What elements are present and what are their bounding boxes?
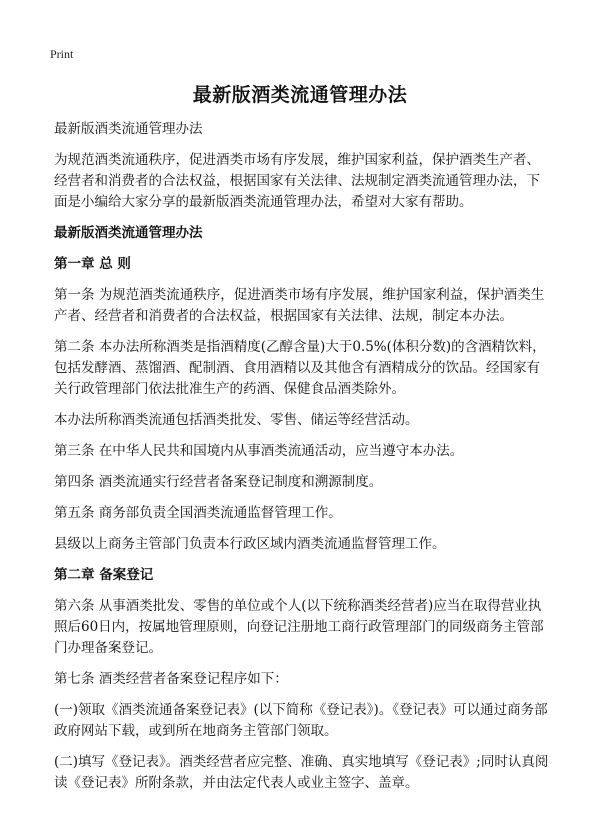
intro-paragraph: 为规范酒类流通秩序，促进酒类市场有序发展，维护国家利益，保护酒类生产者、经营者和消费者的合法权益，根据国家有关法律、法规制定酒类流通管理办法，下面是小编给大家分享的最新版酒类流通管理办法，希望对大家有帮助。: [54, 152, 540, 210]
print-link[interactable]: Print: [50, 47, 74, 61]
article-5: 第五条 商务部负责全国酒类流通监督管理工作。: [54, 505, 342, 521]
article-6: 第六条 从事酒类批发、零售的单位或个人(以下统称酒类经营者)应当在取得营业执照后60日内，按属地管理原则，向登记注册地工商行政管理部门的同级商务主管部门办理备案登记。: [54, 598, 544, 656]
procedure-item-1: (一)领取《酒类流通备案登记表》(以下简称《登记表》)。《登记表》可以通过商务部政府网站下载，或到所在地商务主管部门领取。: [54, 702, 548, 739]
subtitle: 最新版酒类流通管理办法: [54, 121, 203, 137]
article-1: 第一条 为规范酒类流通秩序，促进酒类市场有序发展，维护国家利益，保护酒类生产者、经营者和消费者的合法权益，根据国家有关法律、法规，制定本办法。: [54, 287, 545, 324]
chapter-1-heading: 第一章 总 则: [54, 256, 131, 272]
article-2-scope: 本办法所称酒类流通包括酒类批发、零售、储运等经营活动。: [54, 412, 419, 428]
procedure-item-2: (二)填写《登记表》。酒类经营者应完整、准确、真实地填写《登记表》;同时认真阅读《登记表》所附条款，并由法定代表人或业主签字、盖章。: [54, 754, 549, 791]
article-3: 第三条 在中华人民共和国境内从事酒类流通活动，应当遵守本办法。: [54, 443, 464, 459]
article-4: 第四条 酒类流通实行经营者备案登记制度和溯源制度。: [54, 474, 383, 490]
section-heading: 最新版酒类流通管理办法: [54, 225, 203, 241]
article-2: 第二条 本办法所称酒类是指酒精度(乙醇含量)大于0.5%(体积分数)的含酒精饮料，包括发酵酒、蒸馏酒、配制酒、食用酒精以及其他含有酒精成分的饮品。经国家有关行政管理部门依法批准生产的药酒、保健食品酒类除外。: [54, 339, 546, 397]
chapter-2-heading: 第二章 备案登记: [54, 567, 154, 583]
document-body: [54, 119, 552, 804]
page-title: 最新版酒类流通管理办法: [192, 84, 408, 106]
article-7: 第七条 酒类经营者备案登记程序如下：: [54, 671, 288, 687]
article-5-local: 县级以上商务主管部门负责本行政区域内酒类流通监督管理工作。: [54, 536, 446, 552]
